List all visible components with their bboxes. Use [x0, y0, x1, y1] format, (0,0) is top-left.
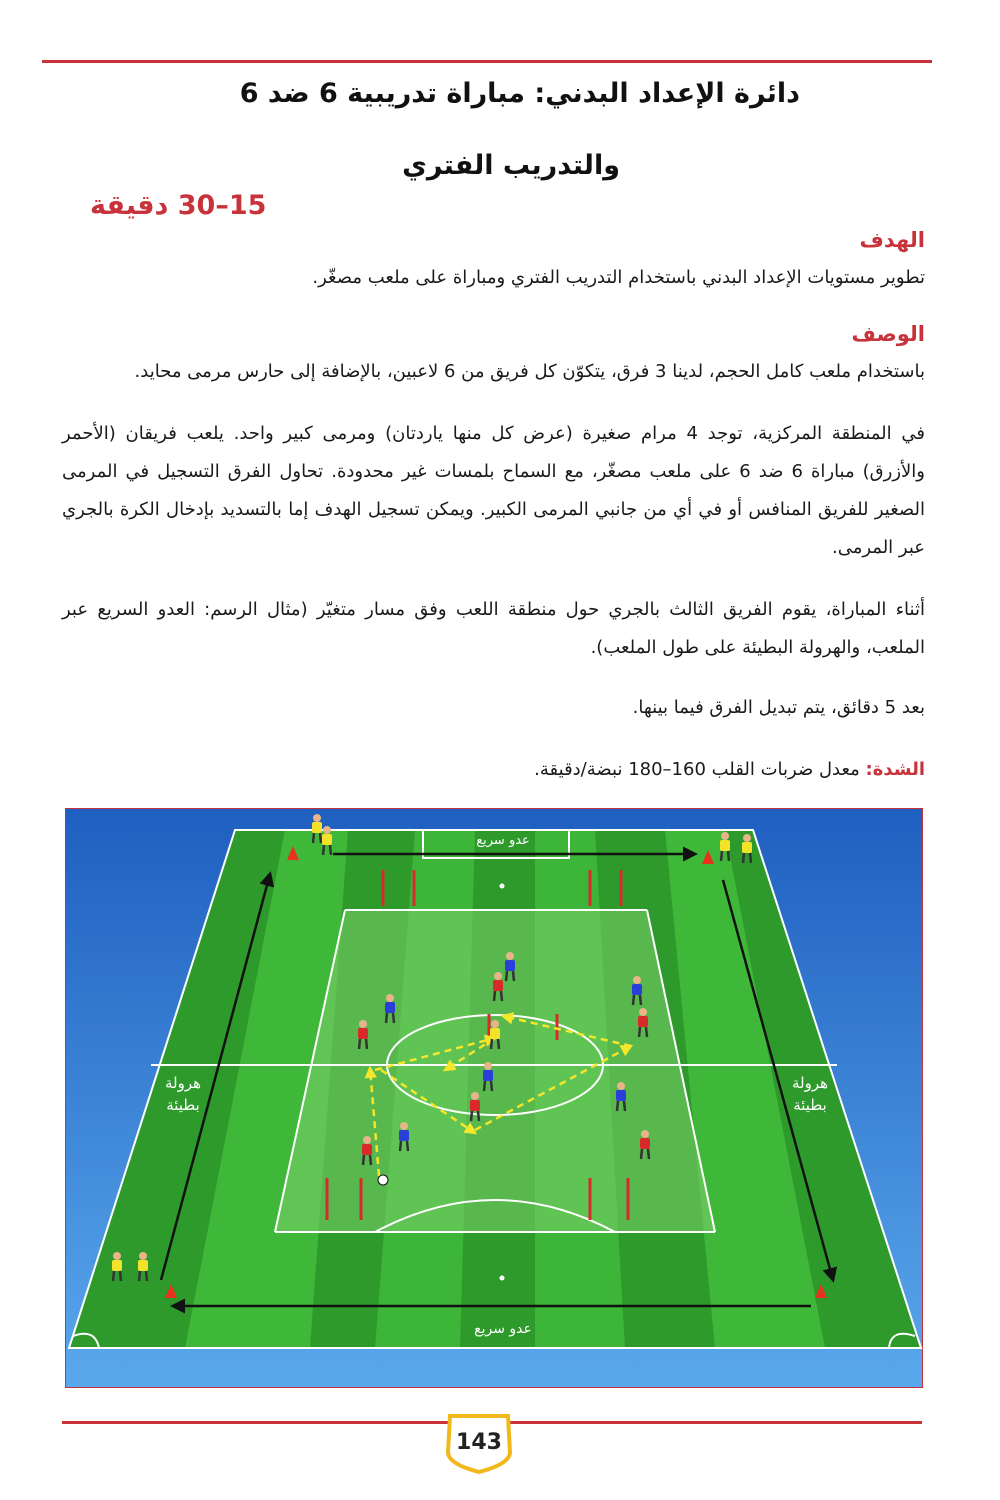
intensity-label: الشدة:	[865, 759, 925, 780]
bottom-sprint-label: عدو سريع	[474, 1321, 532, 1337]
ball	[378, 1175, 388, 1185]
description-paragraph-4: بعد 5 دقائق، يتم تبديل الفرق فيما بينها.	[632, 697, 925, 718]
left-jog-label: هرولة بطيئة	[164, 1074, 202, 1114]
top-rule	[42, 60, 932, 63]
central-area	[275, 910, 715, 1232]
description-paragraph-1: باستخدام ملعب كامل الحجم، لدينا 3 فرق، يتكوّن كل فريق من 6 لاعبين، بالإضافة إلى حارس مرمى محايد.	[134, 361, 925, 382]
page-subtitle: والتدريب الفتري	[402, 150, 620, 181]
intensity-text: معدل ضربات القلب 160–180 نبضة/دقيقة.	[534, 759, 866, 780]
intensity-line	[62, 751, 925, 789]
right-jog-label: هرولة بطيئة	[791, 1074, 829, 1114]
goal-text: تطوير مستويات الإعداد البدني باستخدام التدريب الفتري ومباراة على ملعب مصغّر.	[312, 267, 925, 288]
description-paragraph-3: أثناء المباراة، يقوم الفريق الثالث بالجري حول منطقة اللعب وفق مسار متغيّر (مثال الرسم: العدو السريع عبر الملعب، والهرولة البطيئة على طول الملعب).	[62, 599, 925, 658]
description-paragraph-2: في المنطقة المركزية، توجد 4 مرام صغيرة (عرض كل منها ياردتان) ومرمى كبير واحد. يلعب فريقان (الأحمر والأزرق) مباراة 6 ضد 6 على ملعب مصغّر، مع السماح بلمسات غير محدودة. تحاول الفرق التسجيل في المرمى الصغير للفريق المنافس أو في أي من جانبي المرمى الكبير. ويمكن تسجيل الهدف إما بالتسديد بإدخال الكرة بالجري عبر المرمى.	[62, 423, 925, 558]
pitch-diagram	[65, 808, 923, 1388]
goal-heading: الهدف	[859, 228, 925, 252]
top-sprint-label: عدو سريع	[476, 833, 530, 848]
page-number: 143	[456, 1430, 502, 1455]
description-heading: الوصف	[851, 322, 925, 346]
page-title: دائرة الإعداد البدني: مباراة تدريبية 6 ضد 6	[239, 78, 800, 109]
duration-badge: 15–30 دقيقة	[90, 190, 267, 221]
